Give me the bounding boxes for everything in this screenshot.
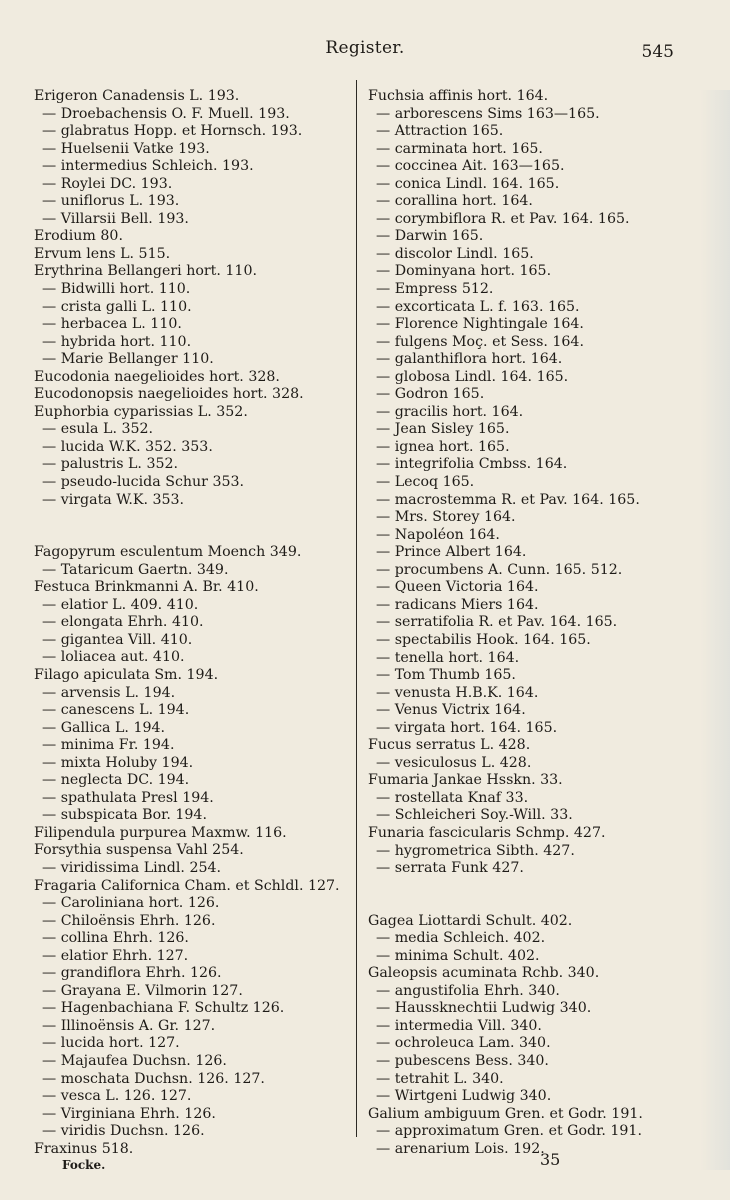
- index-subentry: — ignea hort. 165.: [376, 438, 510, 455]
- index-subentry: — elatior L. 409. 410.: [42, 596, 199, 613]
- index-subentry: — approximatum Gren. et Godr. 191.: [376, 1123, 642, 1140]
- index-group-e: [34, 88, 352, 509]
- index-subentry: — Bidwilli hort. 110.: [42, 281, 191, 298]
- index-entry: Erigeron Canadensis L. 193.: [34, 88, 240, 104]
- index-subentry: — corymbiflora R. et Pav. 164. 165.: [376, 210, 630, 227]
- index-subentry: — Florence Nightingale 164.: [376, 316, 584, 333]
- index-subentry: — uniflorus L. 193.: [42, 193, 180, 210]
- index-entry: Fuchsia affinis hort. 164.: [368, 88, 549, 104]
- signature-mark: Focke.: [62, 1158, 106, 1172]
- index-subentry: — virgata W.K. 353.: [42, 491, 185, 508]
- index-subentry: — gigantea Vill. 410.: [42, 631, 193, 648]
- index-subentry: — mixta Holuby 194.: [42, 754, 194, 771]
- index-subentry: — Attraction 165.: [376, 123, 504, 140]
- index-subentry: — Villarsii Bell. 193.: [42, 210, 189, 227]
- index-subentry: — Godron 165.: [376, 386, 485, 403]
- index-entry: Galium ambiguum Gren. et Godr. 191.: [368, 1105, 643, 1122]
- index-subentry: — virgata hort. 164. 165.: [376, 719, 558, 736]
- index-subentry: — arenarium Lois. 192.: [376, 1140, 545, 1157]
- index-subentry: — Dominyana hort. 165.: [376, 263, 552, 280]
- index-subentry: — media Schleich. 402.: [376, 930, 546, 947]
- left-column: [34, 88, 352, 1158]
- index-subentry: — spathulata Presl 194.: [42, 789, 214, 806]
- sheet-number: 35: [540, 1150, 561, 1169]
- index-subentry: — herbacea L. 110.: [42, 316, 182, 333]
- index-subentry: — Marie Bellanger 110.: [42, 351, 214, 368]
- index-subentry: — grandiflora Ehrh. 126.: [42, 965, 222, 982]
- index-subentry: — rostellata Knaf 33.: [376, 789, 529, 806]
- index-subentry: — conica Lindl. 164. 165.: [376, 175, 560, 192]
- right-column: [368, 88, 698, 1158]
- section-gap: [368, 878, 698, 913]
- index-subentry: — Hagenbachiana F. Schultz 126.: [42, 1000, 285, 1017]
- index-group-fu: [368, 88, 698, 878]
- index-entry: Filago apiculata Sm. 194.: [34, 666, 219, 683]
- index-subentry: — vesca L. 126. 127.: [42, 1088, 192, 1105]
- index-entry: Gagea Liottardi Schult. 402.: [368, 912, 573, 929]
- index-subentry: — Tataricum Gaertn. 349.: [42, 561, 229, 578]
- index-subentry: — Queen Victoria 164.: [376, 579, 539, 596]
- index-subentry: — radicans Miers 164.: [376, 596, 539, 613]
- index-subentry: — lucida W.K. 352. 353.: [42, 438, 213, 455]
- bleed-through-edge: [700, 90, 730, 1170]
- index-subentry: — venusta H.B.K. 164.: [376, 684, 539, 701]
- index-subentry: — minima Schult. 402.: [376, 947, 540, 964]
- index-entry: Fagopyrum esculentum Moench 349.: [34, 544, 302, 561]
- index-subentry: — Virginiana Ehrh. 126.: [42, 1105, 216, 1122]
- index-subentry: — Gallica L. 194.: [42, 719, 166, 736]
- index-entry: Eucodonia naegelioides hort. 328.: [34, 368, 280, 385]
- index-subentry: — Venus Victrix 164.: [376, 702, 526, 719]
- index-subentry: — galanthiflora hort. 164.: [376, 351, 563, 368]
- section-gap: [34, 509, 352, 544]
- index-subentry: — hybrida hort. 110.: [42, 333, 192, 350]
- index-subentry: — discolor Lindl. 165.: [376, 245, 534, 262]
- index-subentry: — crista galli L. 110.: [42, 298, 192, 315]
- index-subentry: — fulgens Moç. et Sess. 164.: [376, 333, 584, 350]
- index-group-f: [34, 544, 352, 1158]
- index-subentry: — minima Fr. 194.: [42, 737, 175, 754]
- index-subentry: — lucida hort. 127.: [42, 1035, 180, 1052]
- index-subentry: — Grayana E. Vilmorin 127.: [42, 982, 243, 999]
- page-title: Register.: [325, 38, 405, 58]
- index-subentry: — palustris L. 352.: [42, 456, 179, 473]
- index-subentry: — arvensis L. 194.: [42, 684, 176, 701]
- index-entry: Fumaria Jankae Hsskn. 33.: [368, 772, 563, 789]
- index-subentry: — ochroleuca Lam. 340.: [376, 1035, 551, 1052]
- index-entry: Fucus serratus L. 428.: [368, 737, 531, 754]
- index-subentry: — Tom Thumb 165.: [376, 667, 516, 684]
- index-subentry: — glabratus Hopp. et Hornsch. 193.: [42, 123, 303, 140]
- index-subentry: — carminata hort. 165.: [376, 140, 543, 157]
- index-subentry: — excorticata L. f. 163. 165.: [376, 298, 580, 315]
- index-subentry: — Darwin 165.: [376, 228, 484, 245]
- index-subentry: — Illinoënsis A. Gr. 127.: [42, 1017, 216, 1034]
- index-subentry: — Lecoq 165.: [376, 474, 475, 491]
- index-entry: Funaria fascicularis Schmp. 427.: [368, 824, 606, 841]
- index-subentry: — vesiculosus L. 428.: [376, 754, 532, 771]
- index-subentry: — intermedius Schleich. 193.: [42, 158, 254, 175]
- index-subentry: — elongata Ehrh. 410.: [42, 614, 204, 631]
- index-subentry: — Schleicheri Soy.-Will. 33.: [376, 807, 573, 824]
- index-subentry: — Jean Sisley 165.: [376, 421, 510, 438]
- index-entry: Filipendula purpurea Maxmw. 116.: [34, 824, 287, 841]
- index-subentry: — tenella hort. 164.: [376, 649, 520, 666]
- index-subentry: — pubescens Bess. 340.: [376, 1052, 549, 1069]
- index-subentry: — Empress 512.: [376, 281, 494, 298]
- index-subentry: — Wirtgeni Ludwig 340.: [376, 1088, 552, 1105]
- index-subentry: — Haussknechtii Ludwig 340.: [376, 1000, 592, 1017]
- index-entry: Fraxinus 518.: [34, 1140, 134, 1157]
- index-entry: Eucodonopsis naegelioides hort. 328.: [34, 386, 304, 403]
- index-subentry: — arborescens Sims 163—165.: [376, 105, 600, 122]
- index-subentry: — Caroliniana hort. 126.: [42, 895, 220, 912]
- index-subentry: — viridissima Lindl. 254.: [42, 859, 222, 876]
- index-subentry: — intermedia Vill. 340.: [376, 1017, 542, 1034]
- index-entry: Festuca Brinkmanni A. Br. 410.: [34, 579, 259, 596]
- index-subentry: — hygrometrica Sibth. 427.: [376, 842, 575, 859]
- index-subentry: — subspicata Bor. 194.: [42, 807, 207, 824]
- index-subentry: — spectabilis Hook. 164. 165.: [376, 631, 591, 648]
- index-subentry: — Majaufea Duchsn. 126.: [42, 1052, 227, 1069]
- index-subentry: — Napoléon 164.: [376, 526, 500, 543]
- index-subentry: — canescens L. 194.: [42, 702, 190, 719]
- index-subentry: — tetrahit L. 340.: [376, 1070, 504, 1087]
- index-subentry: — elatior Ehrh. 127.: [42, 947, 189, 964]
- index-entry: Erodium 80.: [34, 228, 123, 245]
- index-subentry: — Mrs. Storey 164.: [376, 509, 516, 526]
- index-subentry: — macrostemma R. et Pav. 164. 165.: [376, 491, 640, 508]
- index-group-g: [368, 913, 698, 1159]
- index-entry: Euphorbia cyparissias L. 352.: [34, 403, 248, 420]
- index-subentry: — coccinea Ait. 163—165.: [376, 158, 565, 175]
- index-subentry: — esula L. 352.: [42, 421, 154, 438]
- index-subentry: — gracilis hort. 164.: [376, 403, 524, 420]
- index-subentry: — Droebachensis O. F. Muell. 193.: [42, 105, 290, 122]
- index-subentry: — serrata Funk 427.: [376, 860, 524, 877]
- index-entry: Ervum lens L. 515.: [34, 245, 171, 262]
- index-entry: Forsythia suspensa Vahl 254.: [34, 842, 244, 859]
- index-subentry: — Prince Albert 164.: [376, 544, 527, 561]
- index-entry: Galeopsis acuminata Rchb. 340.: [368, 965, 600, 982]
- column-divider: [356, 80, 357, 1137]
- index-subentry: — loliacea aut. 410.: [42, 649, 185, 666]
- index-subentry: — pseudo-lucida Schur 353.: [42, 474, 245, 491]
- index-subentry: — procumbens A. Cunn. 165. 512.: [376, 561, 623, 578]
- index-subentry: — serratifolia R. et Pav. 164. 165.: [376, 614, 618, 631]
- index-entry: Erythrina Bellangeri hort. 110.: [34, 263, 257, 280]
- index-subentry: — Huelsenii Vatke 193.: [42, 140, 210, 157]
- index-subentry: — collina Ehrh. 126.: [42, 930, 189, 947]
- index-entry: Fragaria Californica Cham. et Schldl. 127.: [34, 877, 340, 894]
- index-subentry: — moschata Duchsn. 126. 127.: [42, 1070, 265, 1087]
- index-subentry: — angustifolia Ehrh. 340.: [376, 982, 560, 999]
- index-subentry: — Roylei DC. 193.: [42, 175, 173, 192]
- index-subentry: — integrifolia Cmbss. 164.: [376, 456, 568, 473]
- index-subentry: — corallina hort. 164.: [376, 193, 533, 210]
- page-number: 545: [641, 42, 674, 62]
- index-subentry: — globosa Lindl. 164. 165.: [376, 368, 569, 385]
- index-subentry: — neglecta DC. 194.: [42, 772, 190, 789]
- index-subentry: — Chiloënsis Ehrh. 126.: [42, 912, 216, 929]
- index-subentry: — viridis Duchsn. 126.: [42, 1123, 205, 1140]
